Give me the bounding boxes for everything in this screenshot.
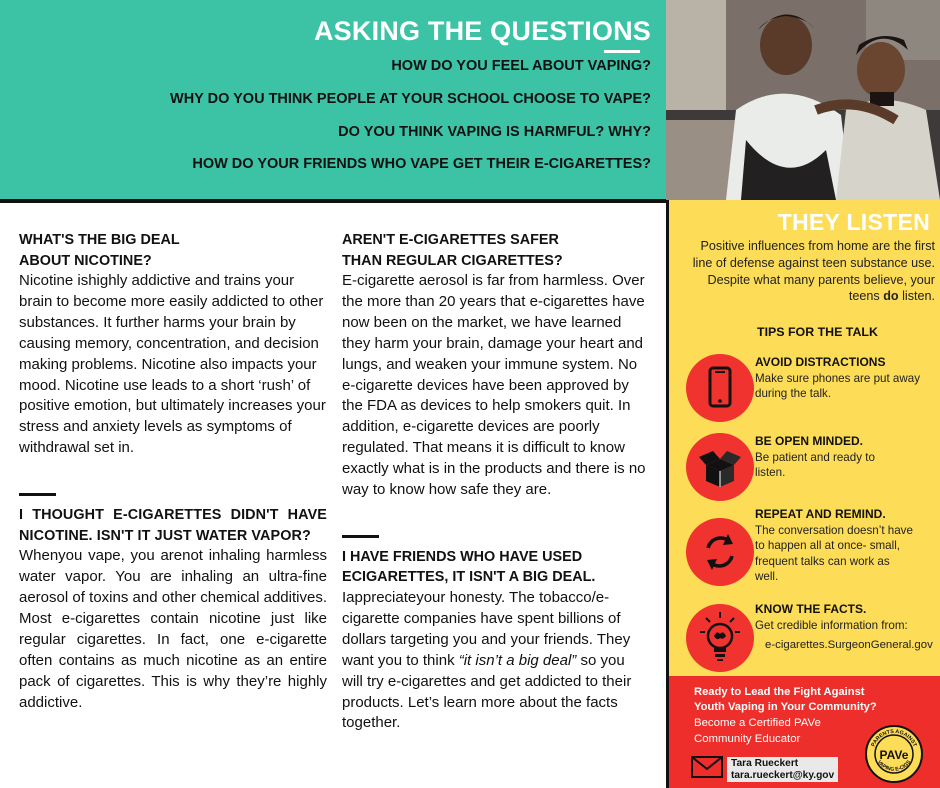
tip-4-text: Get credible information from: <box>755 619 908 632</box>
safer-heading-line-2: THAN REGULAR CIGARETTES? <box>342 252 563 269</box>
pave-logo <box>864 724 924 784</box>
question-2: WHY DO YOU THINK PEOPLE AT YOUR SCHOOL CHOOSE TO VAPE? <box>170 91 651 107</box>
tip-2-text: Be patient and ready to listen. <box>755 451 875 480</box>
nicotine-heading-line-1: WHAT'S THE BIG DEAL <box>19 232 180 248</box>
tip-3-title: REPEAT AND REMIND. <box>755 507 886 521</box>
open-box-icon <box>686 433 754 501</box>
column-middle <box>342 230 649 734</box>
contact-name: Tara Rueckert <box>731 758 799 769</box>
mail-icon <box>691 756 723 778</box>
tip-3-text: The conversation doesn’t have to happen all at once- small, frequent talks can work as well. <box>755 524 913 583</box>
safer-heading-line-1: AREN'T E-CIGARETTES SAFER <box>342 232 559 248</box>
friends-body-quote: “it isn’t a big deal” <box>458 651 577 669</box>
family-photo-illustration <box>666 0 940 200</box>
friends-heading-line-1: I HAVE FRIENDS WHO HAVE USED <box>342 548 583 565</box>
section-dash <box>19 493 56 496</box>
lightbulb-brain-icon <box>686 604 754 672</box>
friends-heading-line-2: ECIGARETTES, IT ISN'T A BIG DEAL. <box>342 569 596 586</box>
family-photo <box>666 0 940 200</box>
they-listen-text-bold: do <box>883 289 899 304</box>
they-listen-panel <box>666 200 940 676</box>
section-dash <box>342 535 379 538</box>
cta-panel <box>666 676 940 788</box>
logo-ring-bottom-text: VAPING E-CIGS <box>875 759 913 773</box>
nicotine-body: Nicotine ishighly addictive and trains your brain to become more easily addicted to other substances. It further harms your brain by causing memory, concentration, and decision making problems. Nicotine also impacts your mood. Nicotine use leads to a short ‘rush’ of positive emotion, but ultimately increases your stress and anxiety levels as symptoms of withdrawal set in. <box>19 272 326 457</box>
header-rule <box>604 50 640 53</box>
tip-1-text: Make sure phones are put away during the talk. <box>755 372 920 401</box>
water-vapor-body: Whenyou vape, you arenot inhaling harmless water vapor. You are inhaling an ultra-fine aerosol of toxins and other chemical additives. Most e-cigarettes contain nicotine just like regular cigarettes. In fact, one e-cigarette often contains as much nicotine as an entire pack of cigarettes. This is why they’re highly addictive. <box>19 547 327 711</box>
they-listen-text <box>679 238 935 305</box>
friends-body-b: so you will try e-cigarettes and get addicted to their products. Let’s learn more about the facts together. <box>342 651 632 732</box>
they-listen-text-a: Positive influences from home are the first line of defense against teen substance use. Despite what many parents believe, your teens <box>692 239 935 304</box>
tip-4-title: KNOW THE FACTS. <box>755 602 867 616</box>
water-vapor-heading: I THOUGHT E-CIGARETTES DIDN'T HAVE NICOTINE. ISN'T IT JUST WATER VAPOR? <box>19 507 327 544</box>
question-3: DO YOU THINK VAPING IS HARMFUL? WHY? <box>338 124 651 140</box>
column-left <box>19 230 327 713</box>
question-1: HOW DO YOU FEEL ABOUT VAPING? <box>391 58 651 74</box>
logo-center-text: PAVe <box>879 748 909 762</box>
cta-headline: Ready to Lead the Fight Against Youth Vaping in Your Community? <box>694 686 877 713</box>
friends-body <box>342 588 649 734</box>
logo-ring-top-text: PARENTS AGAINST <box>870 728 918 748</box>
header-title: ASKING THE QUESTIONS <box>313 16 651 46</box>
phone-icon <box>686 354 754 422</box>
contact-email[interactable]: tara.rueckert@ky.gov <box>731 769 835 781</box>
friends-body-a: Iappreciateyour honesty. The tobacco/e-cigarette companies have spent billions of dollars targeting you and your friends. They want you to think <box>342 588 631 669</box>
section-divider <box>0 199 666 203</box>
repeat-arrows-icon <box>686 518 754 586</box>
header-band <box>0 0 666 200</box>
cta-subline: Become a Certified PAVe Community Educator <box>694 717 821 745</box>
they-listen-text-b: listen. <box>898 289 935 304</box>
surgeon-general-link[interactable]: e-cigarettes.SurgeonGeneral.gov <box>765 639 933 651</box>
tip-1-title: AVOID DISTRACTIONS <box>755 355 886 369</box>
they-listen-title: THEY LISTEN <box>777 209 930 235</box>
tips-heading: TIPS FOR THE TALK <box>757 325 878 339</box>
tip-2-title: BE OPEN MINDED. <box>755 434 864 448</box>
contact-box[interactable] <box>727 757 838 782</box>
safer-body: E-cigarette aerosol is far from harmless. Over the more than 20 years that e-cigarettes have now been on the market, we have learned they harm your brain, damage your heart and lungs, and weaken your immune system. No e-cigarette devices have been approved by the FDA as devices to help smokers quit. In addition, e-cigarette devices are poorly regulated. That means it is difficult to know exactly what is in the products and there is no way to know how safe they are. <box>342 272 646 499</box>
nicotine-heading-line-2: ABOUT NICOTINE? <box>19 252 152 269</box>
question-4: HOW DO YOUR FRIENDS WHO VAPE GET THEIR E-CIGARETTES? <box>192 156 651 172</box>
